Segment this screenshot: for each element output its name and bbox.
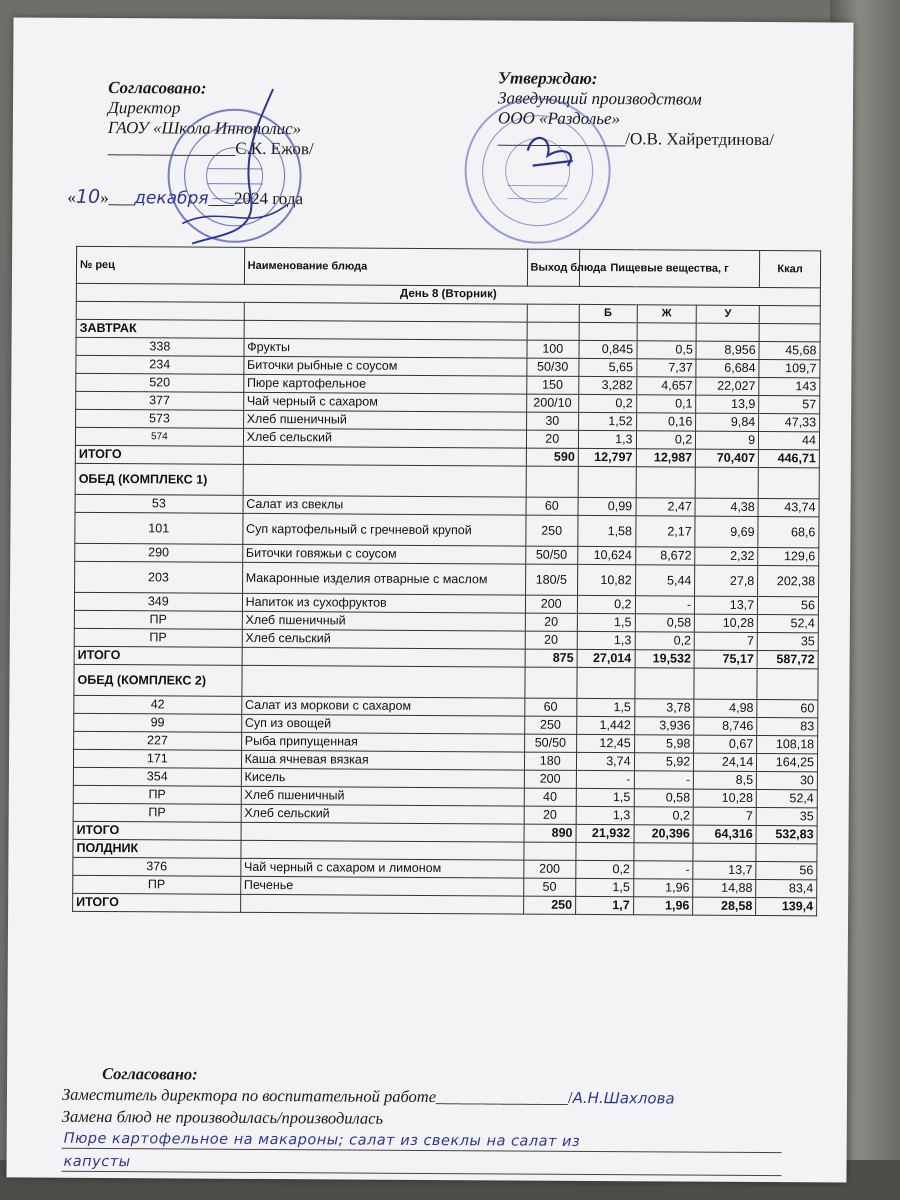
deputy-name-handwritten: А.Н.Шахлова xyxy=(572,1088,675,1108)
recipe-code: ПР xyxy=(73,875,241,894)
dish-carbs: 2,32 xyxy=(695,547,758,565)
dish-protein: 1,3 xyxy=(578,430,636,448)
total-label: ИТОГО xyxy=(73,821,241,840)
note-line: капусты xyxy=(62,1149,782,1176)
recipe-code: 290 xyxy=(75,543,243,562)
dish-kcal: 56 xyxy=(758,597,819,615)
recipe-code: 349 xyxy=(74,592,242,611)
dish-fat: - xyxy=(633,861,693,879)
subheader-protein: Б xyxy=(579,304,637,322)
dish-fat: 5,98 xyxy=(634,735,694,753)
recipe-code: 354 xyxy=(73,767,241,786)
dish-kcal: 52,4 xyxy=(757,615,818,633)
dish-name: Макаронные изделия отварные с маслом xyxy=(242,562,525,595)
recipe-code: 42 xyxy=(74,695,242,714)
empty-cell xyxy=(759,324,820,342)
section-title: ОБЕД (КОМПЛЕКС 2) xyxy=(74,664,242,696)
dish-carbs: 10,28 xyxy=(695,614,758,632)
dish-carbs: 9,84 xyxy=(696,413,759,431)
approval-left-org: ГАОУ «Школа Иннополис» xyxy=(107,118,302,139)
recipe-code: 99 xyxy=(74,713,242,732)
dish-carbs: 7 xyxy=(693,807,756,825)
total-protein: 27,014 xyxy=(577,649,635,667)
dish-yield: 180/5 xyxy=(525,564,578,595)
dish-carbs: 9,69 xyxy=(695,516,758,547)
dish-protein: 1,52 xyxy=(578,412,636,430)
menu-body xyxy=(73,319,821,916)
dish-yield: 20 xyxy=(525,631,577,649)
empty-cell xyxy=(243,464,526,497)
dish-carbs: 22,027 xyxy=(696,377,759,395)
total-protein: 12,797 xyxy=(578,448,636,466)
dish-name: Пюре картофельное xyxy=(243,374,526,394)
dish-name: Каша ячневая вязкая xyxy=(241,750,524,770)
recipe-code: 203 xyxy=(75,561,243,593)
header-kcal: Ккал xyxy=(760,251,821,288)
dish-protein: 1,5 xyxy=(576,788,634,806)
dish-kcal: 108,18 xyxy=(757,735,818,753)
dish-name: Печенье xyxy=(240,876,523,896)
dish-protein: 10,624 xyxy=(578,546,636,564)
empty-cell xyxy=(524,667,577,698)
dish-kcal: 83 xyxy=(757,717,818,735)
recipe-code: 573 xyxy=(76,409,244,428)
footer-deputy-line: Заместитель директора по воспитательной работе________________/А.Н.Шахлова xyxy=(61,1084,675,1108)
recipe-code: 520 xyxy=(76,373,244,392)
section-title: ПОЛДНИК xyxy=(73,839,241,858)
dish-carbs: 0,67 xyxy=(694,735,757,753)
dish-yield: 180 xyxy=(524,752,576,770)
note-line: Пюре картофельное на макароны; салат из свеклы на салат из xyxy=(62,1126,782,1153)
recipe-code: ПР xyxy=(73,785,241,804)
table-row xyxy=(75,561,819,597)
dish-protein: 0,2 xyxy=(579,394,637,412)
dish-fat: 2,17 xyxy=(635,516,695,547)
dish-carbs: 4,38 xyxy=(695,498,758,516)
dish-carbs: 13,9 xyxy=(696,395,759,413)
section-title: ЗАВТРАК xyxy=(76,319,244,338)
total-protein: 1,7 xyxy=(576,896,634,914)
approval-right-title: Утверждаю: xyxy=(498,68,598,89)
dish-kcal: 109,7 xyxy=(759,360,820,378)
dish-yield: 50/30 xyxy=(526,358,578,376)
recipe-code: 53 xyxy=(75,494,243,513)
menu-table xyxy=(72,246,821,917)
total-protein: 21,932 xyxy=(576,824,634,842)
dish-protein: 3,74 xyxy=(576,752,634,770)
table-header-row xyxy=(76,246,820,288)
empty-cell xyxy=(695,467,758,498)
dish-carbs: 8,5 xyxy=(694,771,757,789)
dish-yield: 20 xyxy=(525,613,577,631)
header-nutrients: Пищевые вещества, г xyxy=(579,249,759,287)
recipe-code: ПР xyxy=(74,610,242,629)
dish-kcal: 60 xyxy=(757,699,818,717)
total-label: ИТОГО xyxy=(74,646,242,665)
total-fat: 12,987 xyxy=(636,449,696,467)
dish-protein: 0,845 xyxy=(579,340,637,358)
dish-protein: 1,442 xyxy=(577,716,635,734)
total-yield: 250 xyxy=(523,896,575,914)
dish-name: Чай черный с сахаром xyxy=(243,392,526,412)
empty-cell xyxy=(526,466,579,497)
total-carbs: 64,316 xyxy=(693,825,756,843)
dish-carbs: 9 xyxy=(696,431,759,449)
date-month-handwritten: декабря xyxy=(134,188,209,209)
dish-yield: 30 xyxy=(526,412,578,430)
dish-kcal: 57 xyxy=(759,396,820,414)
total-yield: 890 xyxy=(524,824,576,842)
dish-name: Хлеб сельский xyxy=(241,804,524,824)
dish-carbs: 13,7 xyxy=(695,596,758,614)
total-fat: 20,396 xyxy=(634,825,694,843)
dish-fat: 3,78 xyxy=(634,699,694,717)
recipe-code: 171 xyxy=(73,749,241,768)
empty-cell xyxy=(577,667,635,698)
dish-kcal: 56 xyxy=(756,861,817,879)
dish-fat: 0,5 xyxy=(637,341,697,359)
empty-cell xyxy=(244,320,527,340)
dish-fat: 1,96 xyxy=(633,879,693,897)
dish-fat: 0,2 xyxy=(636,431,696,449)
dish-fat: 0,58 xyxy=(634,789,694,807)
dish-protein: 5,65 xyxy=(579,358,637,376)
empty-cell xyxy=(693,843,756,861)
dish-yield: 200 xyxy=(524,770,576,788)
dish-kcal: 68,6 xyxy=(758,517,819,548)
approval-right-org: ООО «Раздолье» xyxy=(497,108,621,129)
dish-name: Хлеб сельский xyxy=(243,428,526,448)
approval-right-signature-line: _______________/О.В. Хайретдинова/ xyxy=(497,128,775,150)
dish-carbs: 27,8 xyxy=(695,565,758,596)
empty-cell xyxy=(579,322,637,340)
dish-yield: 150 xyxy=(526,376,578,394)
section-row xyxy=(75,463,819,499)
total-fat: 1,96 xyxy=(633,897,693,915)
dish-kcal: 129,6 xyxy=(758,548,819,566)
dish-name: Хлеб пшеничный xyxy=(243,410,526,430)
dish-yield: 60 xyxy=(524,698,576,716)
total-carbs: 28,58 xyxy=(693,897,756,915)
empty-cell xyxy=(242,647,525,667)
dish-yield: 50 xyxy=(523,878,575,896)
empty-cell xyxy=(696,323,759,341)
empty-cell xyxy=(757,669,818,700)
dish-protein: 3,282 xyxy=(579,376,637,394)
dish-name: Хлеб сельский xyxy=(242,629,525,649)
dish-protein: 1,3 xyxy=(576,806,634,824)
recipe-code: ПР xyxy=(73,803,241,822)
dish-fat: - xyxy=(635,596,695,614)
dish-fat: 5,44 xyxy=(635,565,695,596)
footer-deputy: Заместитель директора по воспитательной работе xyxy=(61,1084,437,1107)
empty-cell xyxy=(241,840,524,860)
recipe-code: 377 xyxy=(76,391,244,410)
dish-name: Хлеб пшеничный xyxy=(241,786,524,806)
empty-cell xyxy=(633,843,693,861)
total-yield: 875 xyxy=(525,649,577,667)
dish-yield: 40 xyxy=(524,788,576,806)
footer-replacement: Замена блюд не производилась/производилась xyxy=(61,1106,384,1128)
total-fat: 19,532 xyxy=(635,650,695,668)
empty-cell xyxy=(694,668,757,699)
dish-fat: 4,657 xyxy=(636,377,696,395)
dish-protein: 1,5 xyxy=(577,698,635,716)
dish-fat: 0,2 xyxy=(634,807,694,825)
subheader-fat: Ж xyxy=(637,305,697,323)
dish-name: Чай черный с сахаром и лимоном xyxy=(240,858,523,878)
dish-name: Суп из овощей xyxy=(241,714,524,734)
total-kcal: 587,72 xyxy=(757,651,818,669)
dish-name: Салат из свеклы xyxy=(243,495,526,515)
dish-yield: 250 xyxy=(525,515,578,546)
recipe-code: 234 xyxy=(76,355,244,374)
dish-yield: 200 xyxy=(525,595,577,613)
dish-protein: 0,2 xyxy=(576,860,634,878)
dish-name: Хлеб пшеничный xyxy=(242,611,525,631)
dish-kcal: 47,33 xyxy=(759,414,820,432)
empty-cell xyxy=(241,822,524,842)
recipe-code: 574 xyxy=(75,427,243,446)
dish-kcal: 83,4 xyxy=(756,879,817,897)
dish-carbs: 14,88 xyxy=(693,879,756,897)
section-title: ОБЕД (КОМПЛЕКС 1) xyxy=(75,463,243,495)
dish-carbs: 7 xyxy=(694,632,757,650)
recipe-code: ПР xyxy=(74,628,242,647)
dish-kcal: 44 xyxy=(759,432,820,450)
total-label: ИТОГО xyxy=(73,893,241,912)
company-stamp-icon xyxy=(462,90,613,251)
dish-fat: 0,58 xyxy=(635,614,695,632)
dish-name: Фрукты xyxy=(244,338,527,358)
recipe-code: 227 xyxy=(74,731,242,750)
school-stamp-icon xyxy=(162,83,308,254)
empty-cell xyxy=(576,842,634,860)
total-row xyxy=(73,893,817,916)
dish-kcal: 143 xyxy=(759,378,820,396)
empty-cell xyxy=(242,665,525,698)
signature-mark-icon xyxy=(528,138,573,166)
header-yield: Выход блюда xyxy=(527,249,580,286)
dish-carbs: 8,956 xyxy=(696,341,759,359)
dish-carbs: 6,684 xyxy=(696,359,759,377)
dish-kcal: 35 xyxy=(756,807,817,825)
dish-fat: 7,37 xyxy=(636,359,696,377)
total-carbs: 75,17 xyxy=(694,650,757,668)
empty-cell xyxy=(243,446,526,466)
empty-cell xyxy=(578,466,636,497)
dish-yield: 20 xyxy=(524,806,576,824)
dish-carbs: 24,14 xyxy=(694,753,757,771)
dish-yield: 200 xyxy=(523,860,575,878)
dish-fat: 0,1 xyxy=(636,395,696,413)
empty-cell xyxy=(523,842,575,860)
dish-carbs: 4,98 xyxy=(694,699,757,717)
total-kcal: 446,71 xyxy=(758,450,819,468)
dish-fat: - xyxy=(634,771,694,789)
footer-title: Согласовано: xyxy=(102,1064,198,1084)
dish-protein: 12,45 xyxy=(577,734,635,752)
total-carbs: 70,407 xyxy=(696,449,759,467)
dish-carbs: 8,746 xyxy=(694,717,757,735)
dish-yield: 250 xyxy=(524,716,576,734)
dish-fat: 8,672 xyxy=(635,547,695,565)
dish-yield: 200/10 xyxy=(526,394,578,412)
dish-yield: 60 xyxy=(526,497,578,515)
dish-name: Салат из моркови с сахаром xyxy=(241,696,524,716)
recipe-code: 338 xyxy=(76,337,244,356)
dish-fat: 0,16 xyxy=(636,413,696,431)
dish-name: Рыба припущенная xyxy=(241,732,524,752)
dish-protein: 0,99 xyxy=(578,497,636,515)
dish-protein: 1,5 xyxy=(577,613,635,631)
dish-protein: 1,58 xyxy=(578,515,636,546)
empty-cell xyxy=(756,843,817,861)
header-code: № рец xyxy=(76,246,244,284)
table-row xyxy=(75,512,819,548)
total-kcal: 139,4 xyxy=(756,897,817,915)
day-title: День 8 (Вторник) xyxy=(76,283,820,306)
dish-fat: 2,47 xyxy=(636,498,696,516)
dish-fat: 0,2 xyxy=(635,632,695,650)
dish-fat: 5,92 xyxy=(634,753,694,771)
dish-protein: - xyxy=(576,770,634,788)
dish-protein: 10,82 xyxy=(577,564,635,595)
dish-carbs: 10,28 xyxy=(694,789,757,807)
dish-kcal: 164,25 xyxy=(757,753,818,771)
approval-left-signature-line: _______________С.К. Ежов/ xyxy=(107,138,314,159)
dish-name: Биточки рыбные с соусом xyxy=(244,356,527,376)
empty-cell xyxy=(527,322,579,340)
dish-yield: 50/50 xyxy=(525,546,577,564)
dish-kcal: 35 xyxy=(757,633,818,651)
empty-cell xyxy=(636,467,696,498)
dish-protein: 1,3 xyxy=(577,631,635,649)
document-sheet xyxy=(6,17,853,1182)
dish-protein: 1,5 xyxy=(576,878,634,896)
dish-name: Суп картофельный с гречневой крупой xyxy=(242,513,525,546)
dish-carbs: 13,7 xyxy=(693,861,756,879)
header-name: Наименование блюда xyxy=(244,247,527,286)
approval-left-position: Директор xyxy=(107,98,181,118)
dish-yield: 50/50 xyxy=(524,734,576,752)
dish-kcal: 43,74 xyxy=(758,499,819,517)
dish-yield: 100 xyxy=(527,340,579,358)
approval-left-title: Согласовано: xyxy=(108,78,207,98)
recipe-code: 376 xyxy=(73,857,241,876)
dish-protein: 0,2 xyxy=(577,595,635,613)
dish-kcal: 202,38 xyxy=(758,566,819,597)
approval-date: «10»___декабря___2024 года xyxy=(67,185,304,209)
empty-cell xyxy=(637,323,697,341)
dish-kcal: 52,4 xyxy=(756,789,817,807)
section-row xyxy=(74,664,818,700)
footer xyxy=(62,1063,675,1131)
recipe-code: 101 xyxy=(75,512,243,544)
subheader-carbs: У xyxy=(696,305,759,323)
dish-fat: 3,936 xyxy=(634,717,694,735)
date-day-handwritten: 10 xyxy=(75,185,101,208)
empty-cell xyxy=(634,668,694,699)
total-yield: 590 xyxy=(526,448,578,466)
empty-cell xyxy=(758,468,819,499)
dish-name: Напиток из сухофруктов xyxy=(242,593,525,613)
approval-right-position: Заведующий производством xyxy=(498,88,702,109)
dish-kcal: 30 xyxy=(757,771,818,789)
total-kcal: 532,83 xyxy=(756,825,817,843)
dish-yield: 20 xyxy=(526,430,578,448)
empty-cell xyxy=(240,894,523,914)
dish-kcal: 45,68 xyxy=(759,342,820,360)
total-label: ИТОГО xyxy=(75,445,243,464)
replacement-note xyxy=(62,1126,782,1176)
dish-name: Кисель xyxy=(241,768,524,788)
dish-name: Биточки говяжьи с соусом xyxy=(242,544,525,564)
